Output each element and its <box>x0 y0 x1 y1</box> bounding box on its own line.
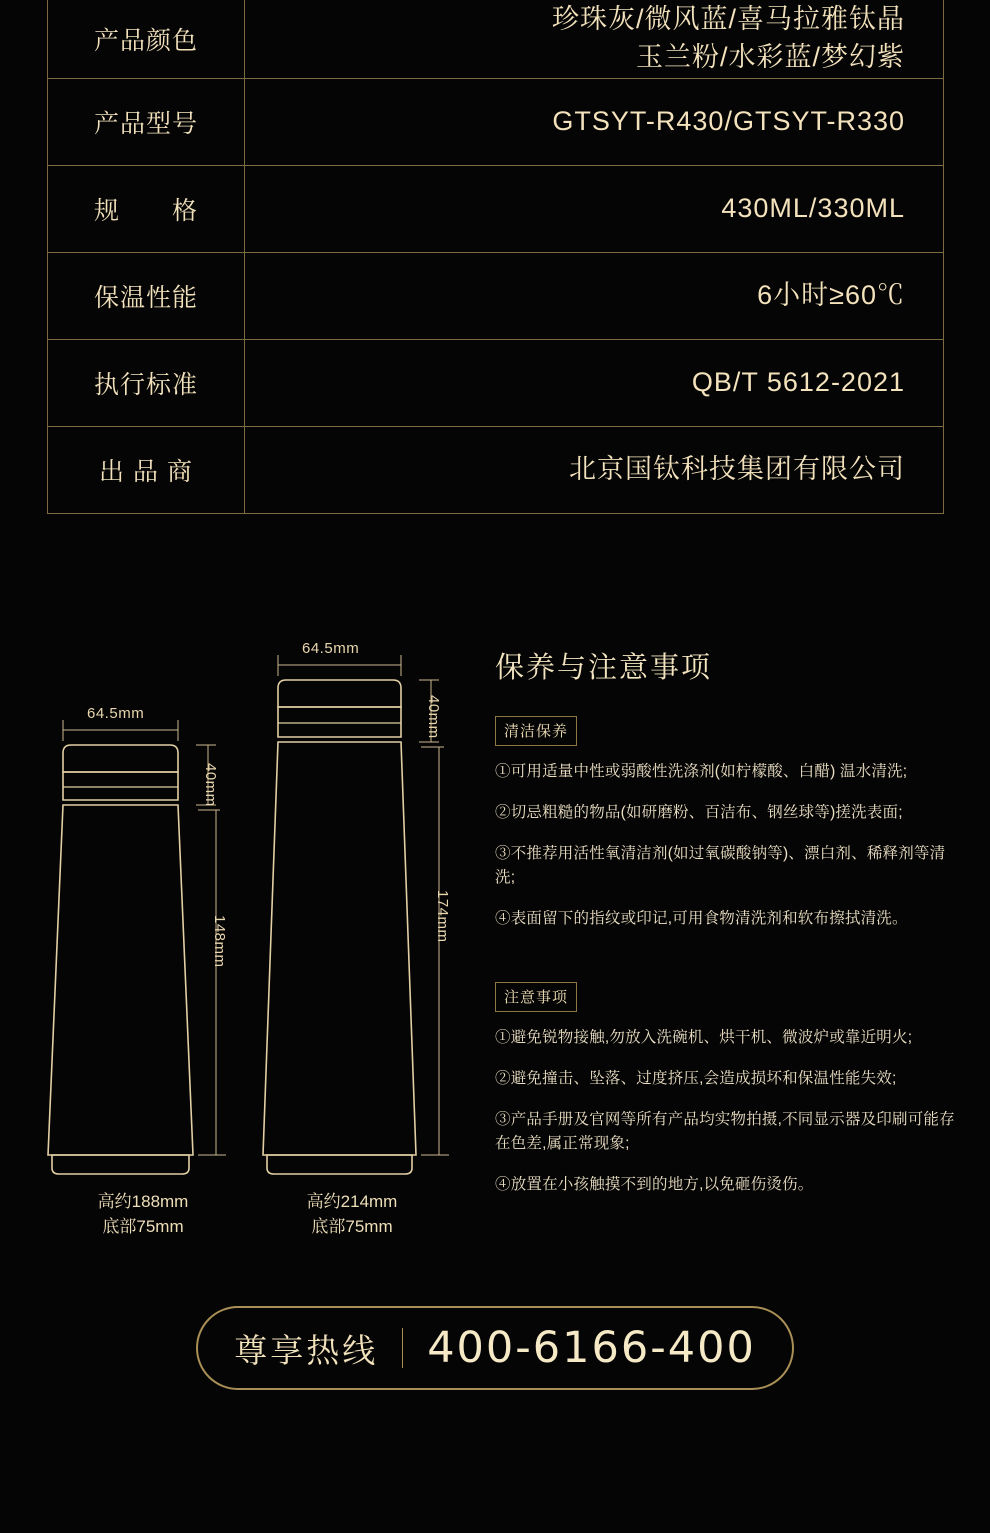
large-bottle-caption-line1: 高约214mm <box>306 1192 398 1211</box>
small-bottle-caption <box>68 1190 218 1239</box>
table-row <box>48 165 944 252</box>
precaution-item: ④放置在小孩触摸不到的地方,以免砸伤烫伤。 <box>495 1176 814 1194</box>
hotline-banner <box>196 1306 794 1390</box>
spec-label: 规 格 <box>48 165 245 252</box>
spec-label: 执行标准 <box>48 339 245 426</box>
precautions-section-tag: 注意事项 <box>495 982 577 1012</box>
small-bottle-caption-line2: 底部75mm <box>102 1216 184 1236</box>
small-bottle-body-height-label: 148mm <box>211 915 228 968</box>
spec-value: QB/T 5612-2021 <box>245 339 944 426</box>
precaution-item: ①避免锐物接触,勿放入洗碗机、烘干机、微波炉或靠近明火; <box>495 1029 913 1047</box>
spec-label: 产品型号 <box>48 78 245 165</box>
spec-value-line1: 珍珠灰/微风蓝/喜马拉雅钛晶 <box>551 4 905 34</box>
small-bottle-caption-line1: 高约188mm <box>97 1192 189 1211</box>
spec-value: 6小时≥60℃ <box>245 252 944 339</box>
bottle-dimension-diagram <box>30 635 470 1235</box>
spec-value: 430ML/330ML <box>245 165 944 252</box>
cleaning-item: ①可用适量中性或弱酸性洗涤剂(如柠檬酸、白醋) 温水清洗; <box>495 763 908 780</box>
hotline-label: 尊享热线 <box>234 1331 379 1369</box>
table-row <box>48 426 944 513</box>
hotline-number[interactable]: 400-6166-400 <box>427 1323 756 1373</box>
specification-table <box>47 0 944 514</box>
large-bottle-body-height-label: 174mm <box>434 890 451 943</box>
cleaning-item: ②切忌粗糙的物品(如研磨粉、百洁布、钢丝球等)搓洗表面; <box>495 804 903 822</box>
cleaning-item: ④表面留下的指纹或印记,可用食物清洗剂和软布擦拭清洗。 <box>495 910 908 928</box>
large-bottle-caption-line2: 底部75mm <box>311 1216 393 1236</box>
table-row <box>48 0 944 78</box>
spec-label: 出 品 商 <box>48 426 245 513</box>
table-row <box>48 339 944 426</box>
spec-value <box>245 0 944 78</box>
bottle-outline-svg <box>30 635 470 1235</box>
large-bottle-cap-height-label: 40mm <box>425 695 442 739</box>
table-row <box>48 78 944 165</box>
spec-label: 产品颜色 <box>48 0 245 78</box>
spec-value-line2: 玉兰粉/水彩蓝/梦幻紫 <box>635 41 905 72</box>
care-instructions-panel <box>495 645 965 1214</box>
care-title: 保养与注意事项 <box>495 652 713 684</box>
spec-value: GTSYT-R430/GTSYT-R330 <box>245 78 944 165</box>
cleaning-section-tag: 清洁保养 <box>495 716 577 746</box>
cleaning-item: ③不推荐用活性氧清洁剂(如过氧碳酸钠等)、漂白剂、稀释剂等清洗; <box>495 845 946 887</box>
spec-label: 保温性能 <box>48 252 245 339</box>
table-row <box>48 252 944 339</box>
large-bottle-width-label: 64.5mm <box>302 640 360 657</box>
spec-value: 北京国钛科技集团有限公司 <box>245 426 944 513</box>
hotline-divider <box>402 1328 403 1368</box>
precaution-item: ③产品手册及官网等所有产品均实物拍摄,不同显示器及印刷可能存在色差,属正常现象; <box>495 1111 955 1153</box>
precaution-item: ②避免撞击、坠落、过度挤压,会造成损坏和保温性能失效; <box>495 1070 897 1088</box>
small-bottle-width-label: 64.5mm <box>87 705 145 722</box>
large-bottle-caption <box>277 1190 427 1239</box>
small-bottle-cap-height-label: 40mm <box>202 763 219 807</box>
